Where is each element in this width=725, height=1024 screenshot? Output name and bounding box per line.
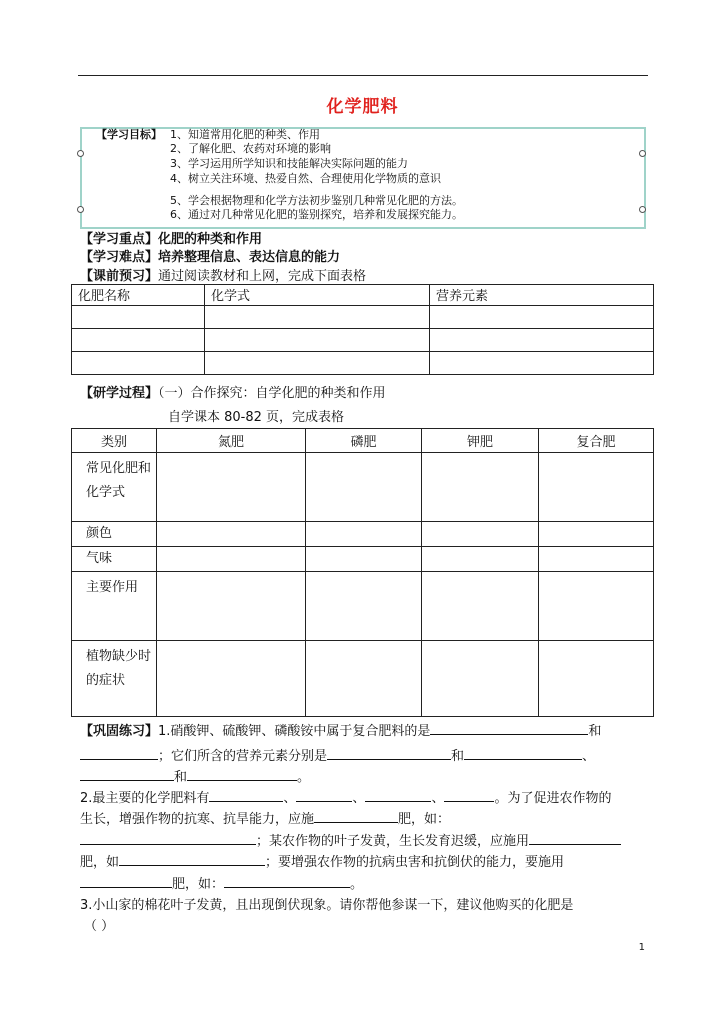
answer-blank[interactable] bbox=[80, 875, 172, 888]
objective-item: 3、学习运用所学知识和技能解决实际问题的能力 bbox=[170, 157, 408, 170]
practice-q1-line3 bbox=[80, 766, 310, 785]
objective-item: 6、通过对几种常见化肥的鉴别探究，培养和发展探究能力。 bbox=[170, 208, 463, 221]
table-cell[interactable] bbox=[539, 453, 654, 522]
table-cell[interactable] bbox=[430, 306, 654, 329]
objectives-label: 【学习目标】 bbox=[96, 128, 162, 141]
table-header: 复合肥 bbox=[539, 429, 654, 453]
question-text: 。为了促进农作物的 bbox=[494, 791, 612, 806]
fertilizer-table bbox=[71, 284, 654, 375]
question-text: 。 bbox=[297, 770, 311, 785]
table-cell[interactable] bbox=[157, 522, 306, 547]
practice-q2-line1 bbox=[80, 787, 611, 806]
table-cell[interactable] bbox=[205, 352, 430, 375]
table-cell[interactable] bbox=[157, 453, 306, 522]
row-label: 植物缺少时的症状 bbox=[72, 641, 157, 717]
table-cell[interactable] bbox=[539, 522, 654, 547]
row-label: 主要作用 bbox=[72, 572, 157, 641]
header-rule bbox=[78, 75, 648, 76]
answer-blank[interactable] bbox=[296, 789, 352, 802]
answer-blank[interactable] bbox=[80, 768, 174, 781]
table-cell[interactable] bbox=[157, 572, 306, 641]
table-cell[interactable] bbox=[539, 547, 654, 572]
objective-item: 5、学会根据物理和化学方法初步鉴别几种常见化肥的方法。 bbox=[170, 194, 463, 207]
key-point-text: 化肥的种类和作用 bbox=[158, 232, 263, 247]
table-header: 化学式 bbox=[205, 285, 430, 306]
answer-blank[interactable] bbox=[119, 853, 265, 866]
row-label: 常见化肥和化学式 bbox=[72, 453, 157, 522]
table-cell[interactable] bbox=[422, 547, 539, 572]
table-cell[interactable] bbox=[306, 641, 422, 717]
question-text: 。 bbox=[350, 877, 364, 892]
question-text: ；它们所含的营养元素分别是 bbox=[158, 749, 328, 764]
resize-handle-icon[interactable] bbox=[639, 150, 646, 157]
table-cell[interactable] bbox=[422, 641, 539, 717]
table-header: 化肥名称 bbox=[72, 285, 205, 306]
table-cell[interactable] bbox=[205, 306, 430, 329]
preview-line bbox=[80, 265, 366, 284]
table-cell[interactable] bbox=[539, 572, 654, 641]
table-header: 磷肥 bbox=[306, 429, 422, 453]
table-cell[interactable] bbox=[430, 329, 654, 352]
question-text: 、 bbox=[582, 749, 596, 764]
table-cell[interactable] bbox=[157, 641, 306, 717]
question-text: 肥，如： bbox=[172, 877, 225, 892]
table-header: 氮肥 bbox=[157, 429, 306, 453]
table-header: 类别 bbox=[72, 429, 157, 453]
answer-blank[interactable] bbox=[444, 789, 494, 802]
table-header: 营养元素 bbox=[430, 285, 654, 306]
page-title: 化学肥料 bbox=[326, 97, 399, 117]
practice-q2-line2 bbox=[80, 808, 450, 827]
difficulty-text: 培养整理信息、表达信息的能力 bbox=[158, 250, 341, 265]
difficulty-label: 【学习难点】 bbox=[80, 250, 159, 265]
practice-q2-line3 bbox=[80, 830, 621, 849]
practice-q1-line2 bbox=[80, 745, 595, 764]
process-sub: 自学课本 80-82 页，完成表格 bbox=[168, 410, 345, 425]
resize-handle-icon[interactable] bbox=[77, 206, 84, 213]
practice-q3-answer[interactable]: （ ） bbox=[84, 919, 115, 934]
answer-blank[interactable] bbox=[80, 747, 158, 760]
answer-blank[interactable] bbox=[464, 747, 582, 760]
table-cell[interactable] bbox=[72, 329, 205, 352]
preview-text: 通过阅读教材和上网，完成下面表格 bbox=[158, 269, 367, 284]
question-text: 1.硝酸钾、硫酸钾、磷酸铵中属于复合肥料的是 bbox=[158, 724, 431, 739]
table-cell[interactable] bbox=[306, 547, 422, 572]
table-cell[interactable] bbox=[422, 522, 539, 547]
process-label: 【研学过程】 bbox=[80, 386, 159, 401]
page-number: 1 bbox=[638, 942, 645, 953]
answer-blank[interactable] bbox=[314, 810, 398, 823]
question-text: 和 bbox=[174, 770, 188, 785]
practice-q2-line4 bbox=[80, 851, 564, 870]
table-cell[interactable] bbox=[306, 453, 422, 522]
process-text: （一）合作探究：自学化肥的种类和作用 bbox=[158, 386, 386, 401]
preview-label: 【课前预习】 bbox=[80, 269, 159, 284]
answer-blank[interactable] bbox=[187, 768, 297, 781]
objective-item: 1、知道常用化肥的种类、作用 bbox=[170, 128, 320, 141]
table-cell[interactable] bbox=[539, 641, 654, 717]
table-cell[interactable] bbox=[430, 352, 654, 375]
difficulty-line bbox=[80, 246, 340, 265]
key-point-label: 【学习重点】 bbox=[80, 232, 159, 247]
question-text: 和 bbox=[451, 749, 465, 764]
question-text: 肥，如 bbox=[80, 855, 120, 870]
question-text: 生长，增强作物的抗寒、抗旱能力，应施 bbox=[80, 812, 315, 827]
practice-q3: 3.小山家的棉花叶子发黄，且出现倒伏现象。请你帮他参谋一下，建议他购买的化肥是 bbox=[80, 898, 574, 913]
objective-item: 4、树立关注环境、热爱自然、合理使用化学物质的意识 bbox=[170, 172, 441, 185]
fertilizer-types-table bbox=[71, 428, 654, 717]
table-cell[interactable] bbox=[306, 572, 422, 641]
answer-blank[interactable] bbox=[430, 722, 588, 735]
practice-label: 【巩固练习】 bbox=[80, 724, 159, 739]
table-cell[interactable] bbox=[422, 572, 539, 641]
question-text: 2.最主要的化学肥料有 bbox=[80, 791, 210, 806]
table-cell[interactable] bbox=[72, 352, 205, 375]
answer-blank[interactable] bbox=[224, 875, 350, 888]
table-cell[interactable] bbox=[72, 306, 205, 329]
answer-blank[interactable] bbox=[365, 789, 431, 802]
row-label: 颜色 bbox=[72, 522, 157, 547]
table-header: 钾肥 bbox=[422, 429, 539, 453]
question-text: ；某农作物的叶子发黄，生长发育迟缓，应施用 bbox=[256, 834, 530, 849]
answer-blank[interactable] bbox=[80, 832, 256, 845]
resize-handle-icon[interactable] bbox=[77, 150, 84, 157]
process-line bbox=[80, 382, 386, 401]
answer-blank[interactable] bbox=[327, 747, 451, 760]
table-cell[interactable] bbox=[157, 547, 306, 572]
question-text: 、 bbox=[283, 791, 297, 806]
key-point-line bbox=[80, 228, 262, 247]
question-text: 、 bbox=[431, 791, 445, 806]
resize-handle-icon[interactable] bbox=[639, 206, 646, 213]
objective-item: 2、了解化肥、农药对环境的影响 bbox=[170, 142, 331, 155]
answer-blank[interactable] bbox=[209, 789, 283, 802]
question-text: 肥，如： bbox=[398, 812, 451, 827]
question-text: ；要增强农作物的抗病虫害和抗倒伏的能力，要施用 bbox=[265, 855, 565, 870]
practice-q2-line5 bbox=[80, 873, 363, 892]
question-text: 、 bbox=[352, 791, 366, 806]
table-cell[interactable] bbox=[422, 453, 539, 522]
question-text: 和 bbox=[588, 724, 602, 739]
table-cell[interactable] bbox=[205, 329, 430, 352]
table-cell[interactable] bbox=[306, 522, 422, 547]
answer-blank[interactable] bbox=[529, 832, 621, 845]
row-label: 气味 bbox=[72, 547, 157, 572]
practice-q1-line1 bbox=[80, 720, 601, 739]
